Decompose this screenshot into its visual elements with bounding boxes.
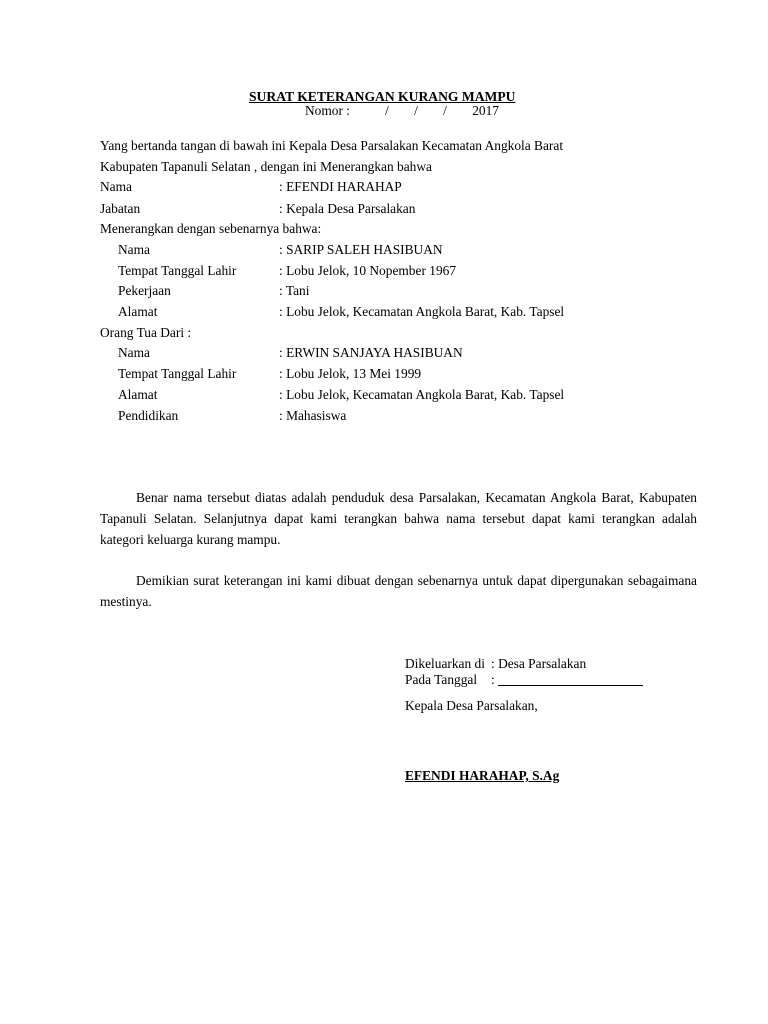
signer-name-label: Nama	[100, 179, 132, 194]
intro-line-2: Kabupaten Tapanuli Selatan , dengan ini Menerangkan bahwa	[100, 159, 432, 174]
signer-position-value: : Kepala Desa Parsalakan	[279, 201, 416, 216]
date-blank-line	[498, 685, 643, 686]
child-education-value: : Mahasiswa	[279, 408, 347, 423]
subject-birth-value: : Lobu Jelok, 10 Nopember 1967	[279, 263, 457, 278]
subject-address-label: Alamat	[118, 304, 158, 319]
signer-position-title: Kepala Desa Parsalakan,	[405, 698, 538, 713]
subject-address-value: : Lobu Jelok, Kecamatan Angkola Barat, Kab. Tapsel	[279, 304, 565, 319]
child-name-value: : ERWIN SANJAYA HASIBUAN	[279, 345, 463, 360]
date-field	[491, 673, 643, 686]
child-birth-label: Tempat Tanggal Lahir	[118, 366, 237, 381]
intro-line-1: Yang bertanda tangan di bawah ini Kepala Desa Parsalakan Kecamatan Angkola Barat	[100, 138, 564, 153]
subject-name-value: : SARIP SALEH HASIBUAN	[279, 242, 443, 257]
child-address-value: : Lobu Jelok, Kecamatan Angkola Barat, Kab. Tapsel	[279, 387, 565, 402]
menerangkan-heading: Menerangkan dengan sebenarnya bahwa:	[100, 221, 322, 236]
subject-job-label: Pekerjaan	[118, 283, 171, 298]
body-paragraph-1: Benar nama tersebut diatas adalah penduduk desa Parsalakan, Kecamatan Angkola Barat, Kabupaten Tapanuli Selatan. Selanjutnya dapat kami terangkan bahwa nama tersebut dapat kami terangkan adalah kategori keluarga kurang mampu.	[100, 490, 697, 547]
child-education-label: Pendidikan	[118, 408, 179, 423]
issued-at-label: Dikeluarkan di	[405, 656, 485, 671]
nomor-label: Nomor :	[305, 103, 351, 118]
child-name-label: Nama	[118, 345, 150, 360]
issued-at-value: : Desa Parsalakan	[491, 656, 587, 671]
subject-name-label: Nama	[118, 242, 150, 257]
subject-job-value: : Tani	[279, 283, 310, 298]
child-address-label: Alamat	[118, 387, 158, 402]
date-label: Pada Tanggal	[405, 672, 478, 687]
subject-birth-label: Tempat Tanggal Lahir	[118, 263, 237, 278]
signature-name: EFENDI HARAHAP, S.Ag	[405, 768, 560, 783]
child-birth-value: : Lobu Jelok, 13 Mei 1999	[279, 366, 422, 381]
signer-position-label: Jabatan	[100, 201, 141, 216]
signer-name-value: : EFENDI HARAHAP	[279, 179, 402, 194]
date-value: :	[491, 672, 495, 687]
orang-tua-heading: Orang Tua Dari :	[100, 325, 192, 340]
body-paragraph-2: Demikian surat keterangan ini kami dibuat dengan sebenarnya untuk dapat dipergunakan sebagaimana mestinya.	[100, 573, 697, 609]
nomor-value: / / / 2017	[385, 103, 499, 118]
letter-title: SURAT KETERANGAN KURANG MAMPU	[249, 89, 516, 104]
